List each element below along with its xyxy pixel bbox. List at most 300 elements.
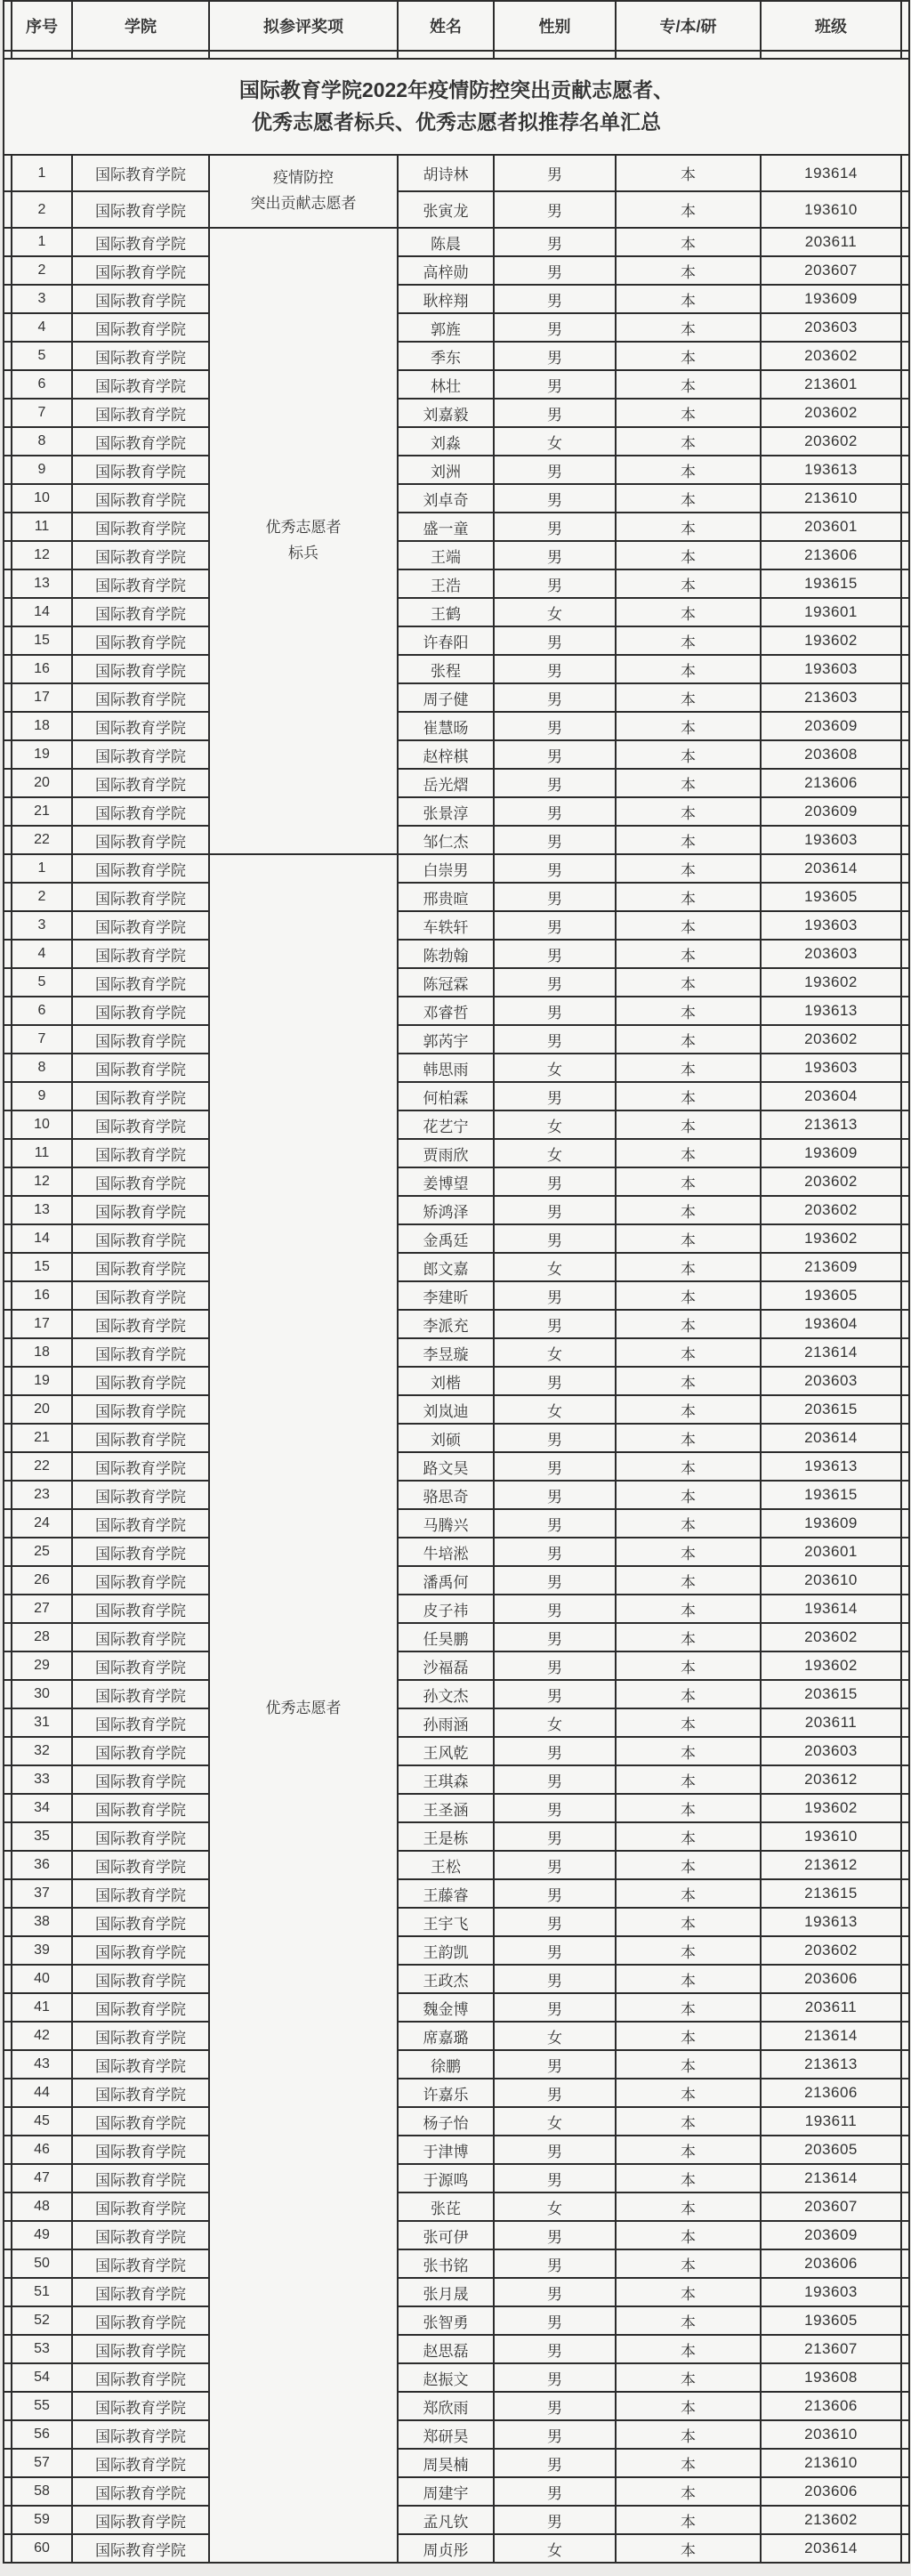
edge-cell-right xyxy=(901,940,909,968)
class-cell: 203614 xyxy=(761,854,901,883)
level-cell: 本 xyxy=(616,1253,761,1281)
gender-cell: 男 xyxy=(494,2079,616,2107)
college-cell: 国际教育学院 xyxy=(72,797,209,826)
level-cell: 本 xyxy=(616,456,761,484)
table-row xyxy=(4,313,909,342)
gender-cell: 男 xyxy=(494,712,616,740)
level-cell: 本 xyxy=(616,1025,761,1054)
class-cell: 203603 xyxy=(761,1367,901,1395)
gender-cell: 男 xyxy=(494,1281,616,1310)
level-cell: 本 xyxy=(616,854,761,883)
table-row xyxy=(4,740,909,769)
serial-cell: 18 xyxy=(12,712,72,740)
table-row xyxy=(4,342,909,370)
class-cell: 193605 xyxy=(761,883,901,911)
name-cell: 周昊楠 xyxy=(398,2449,494,2477)
edge-cell-right xyxy=(901,2192,909,2221)
edge-cell-left xyxy=(4,427,12,456)
table-body xyxy=(4,155,909,2563)
serial-cell: 40 xyxy=(12,1965,72,1993)
level-cell: 本 xyxy=(616,1310,761,1338)
class-cell: 203609 xyxy=(761,2221,901,2249)
table-row xyxy=(4,1765,909,1794)
college-cell: 国际教育学院 xyxy=(72,2022,209,2050)
edge-cell-right xyxy=(901,826,909,854)
edge-cell-left xyxy=(4,2420,12,2449)
name-cell: 刘洲 xyxy=(398,456,494,484)
class-cell: 203609 xyxy=(761,712,901,740)
level-cell: 本 xyxy=(616,513,761,541)
class-cell: 203602 xyxy=(761,399,901,427)
edge-cell-left xyxy=(4,2107,12,2136)
edge-cell-right xyxy=(901,1851,909,1879)
edge-cell-left xyxy=(4,370,12,399)
name-cell: 郑欣雨 xyxy=(398,2392,494,2420)
serial-cell: 37 xyxy=(12,1879,72,1908)
class-cell: 203606 xyxy=(761,2477,901,2506)
edge-cell-left xyxy=(4,1623,12,1651)
table-row xyxy=(4,1708,909,1737)
college-cell: 国际教育学院 xyxy=(72,484,209,513)
edge-cell-right xyxy=(901,2221,909,2249)
edge-cell-right xyxy=(901,2335,909,2363)
edge-cell-right xyxy=(901,1253,909,1281)
edge-cell-left xyxy=(4,569,12,598)
college-cell: 国际教育学院 xyxy=(72,2221,209,2249)
name-cell: 刘淼 xyxy=(398,427,494,456)
college-cell: 国际教育学院 xyxy=(72,399,209,427)
edge-cell-right xyxy=(901,1310,909,1338)
table-row xyxy=(4,541,909,569)
class-cell: 193602 xyxy=(761,968,901,997)
edge-cell-right xyxy=(901,997,909,1025)
level-cell: 本 xyxy=(616,769,761,797)
gender-cell: 男 xyxy=(494,2164,616,2192)
name-cell: 耿梓翔 xyxy=(398,285,494,313)
college-cell: 国际教育学院 xyxy=(72,1481,209,1509)
cutoff-cell xyxy=(761,51,901,59)
level-cell: 本 xyxy=(616,1936,761,1965)
level-cell: 本 xyxy=(616,569,761,598)
table-row xyxy=(4,1395,909,1424)
class-cell: 193603 xyxy=(761,826,901,854)
edge-cell-right xyxy=(901,1167,909,1196)
edge-cell-left xyxy=(4,883,12,911)
class-cell: 193613 xyxy=(761,997,901,1025)
edge-cell-left xyxy=(4,797,12,826)
table-row xyxy=(4,2164,909,2192)
name-cell: 王风乾 xyxy=(398,1737,494,1765)
college-cell: 国际教育学院 xyxy=(72,2506,209,2534)
header-row xyxy=(4,1,909,51)
table-header xyxy=(4,1,909,51)
level-cell: 本 xyxy=(616,342,761,370)
gender-cell: 男 xyxy=(494,2392,616,2420)
college-cell: 国际教育学院 xyxy=(72,2164,209,2192)
edge-cell-right xyxy=(901,2392,909,2420)
serial-cell: 60 xyxy=(12,2534,72,2563)
class-cell: 193609 xyxy=(761,1139,901,1167)
level-cell: 本 xyxy=(616,797,761,826)
edge-cell-left xyxy=(4,1139,12,1167)
serial-cell: 1 xyxy=(12,155,72,191)
college-cell: 国际教育学院 xyxy=(72,2278,209,2306)
level-cell: 本 xyxy=(616,1680,761,1708)
table-row xyxy=(4,1936,909,1965)
name-cell: 胡诗林 xyxy=(398,155,494,191)
college-cell: 国际教育学院 xyxy=(72,2420,209,2449)
table-row xyxy=(4,940,909,968)
table-row xyxy=(4,1851,909,1879)
serial-cell: 6 xyxy=(12,997,72,1025)
edge-cell-right xyxy=(901,399,909,427)
gender-cell: 男 xyxy=(494,2221,616,2249)
cutoff-cell xyxy=(494,51,616,59)
class-cell: 203614 xyxy=(761,1424,901,1452)
table-row xyxy=(4,1281,909,1310)
class-cell: 193604 xyxy=(761,1310,901,1338)
edge-cell-right xyxy=(901,2506,909,2534)
header-name: 姓名 xyxy=(398,1,494,51)
edge-cell-right xyxy=(901,342,909,370)
edge-cell-left xyxy=(4,1851,12,1879)
class-cell: 203602 xyxy=(761,1025,901,1054)
college-cell: 国际教育学院 xyxy=(72,370,209,399)
serial-cell: 14 xyxy=(12,598,72,626)
class-cell: 203614 xyxy=(761,2534,901,2563)
table-row xyxy=(4,1993,909,2022)
edge-cell-right xyxy=(901,1936,909,1965)
edge-cell-right xyxy=(901,2079,909,2107)
table-row xyxy=(4,2392,909,2420)
college-cell: 国际教育学院 xyxy=(72,1310,209,1338)
level-cell: 本 xyxy=(616,1708,761,1737)
name-cell: 崔慧旸 xyxy=(398,712,494,740)
edge-cell-right xyxy=(901,191,909,228)
edge-cell-right xyxy=(901,797,909,826)
gender-cell: 男 xyxy=(494,2050,616,2079)
serial-cell: 42 xyxy=(12,2022,72,2050)
cutoff-cell xyxy=(398,51,494,59)
class-cell: 193614 xyxy=(761,1595,901,1623)
table-row xyxy=(4,191,909,228)
cutoff-cell xyxy=(4,51,12,59)
level-cell: 本 xyxy=(616,313,761,342)
name-cell: 李派充 xyxy=(398,1310,494,1338)
gender-cell: 女 xyxy=(494,1338,616,1367)
college-cell: 国际教育学院 xyxy=(72,1054,209,1082)
class-cell: 193603 xyxy=(761,2278,901,2306)
edge-cell-right xyxy=(901,1680,909,1708)
name-cell: 王宇飞 xyxy=(398,1908,494,1936)
college-cell: 国际教育学院 xyxy=(72,342,209,370)
class-cell: 193601 xyxy=(761,598,901,626)
table-row xyxy=(4,1310,909,1338)
college-cell: 国际教育学院 xyxy=(72,1737,209,1765)
level-cell: 本 xyxy=(616,370,761,399)
edge-cell-left xyxy=(4,1908,12,1936)
college-cell: 国际教育学院 xyxy=(72,2107,209,2136)
class-cell: 203606 xyxy=(761,2249,901,2278)
cutoff-cell xyxy=(616,51,761,59)
serial-cell: 7 xyxy=(12,399,72,427)
name-cell: 盛一童 xyxy=(398,513,494,541)
level-cell: 本 xyxy=(616,228,761,256)
serial-cell: 34 xyxy=(12,1794,72,1822)
serial-cell: 5 xyxy=(12,342,72,370)
edge-cell-right xyxy=(901,1224,909,1253)
edge-cell-left xyxy=(4,2050,12,2079)
college-cell: 国际教育学院 xyxy=(72,683,209,712)
name-cell: 刘卓奇 xyxy=(398,484,494,513)
class-cell: 213613 xyxy=(761,1110,901,1139)
name-cell: 魏金博 xyxy=(398,1993,494,2022)
class-cell: 213614 xyxy=(761,2164,901,2192)
class-cell: 193615 xyxy=(761,569,901,598)
name-cell: 张智勇 xyxy=(398,2306,494,2335)
level-cell: 本 xyxy=(616,626,761,655)
college-cell: 国际教育学院 xyxy=(72,1936,209,1965)
class-cell: 213606 xyxy=(761,2392,901,2420)
name-cell: 陈晨 xyxy=(398,228,494,256)
edge-cell-left xyxy=(4,1509,12,1538)
serial-cell: 50 xyxy=(12,2249,72,2278)
edge-cell-left xyxy=(4,1196,12,1224)
name-cell: 许春阳 xyxy=(398,626,494,655)
class-cell: 193613 xyxy=(761,456,901,484)
class-cell: 203615 xyxy=(761,1395,901,1424)
serial-cell: 55 xyxy=(12,2392,72,2420)
class-cell: 213614 xyxy=(761,2022,901,2050)
edge-cell-left xyxy=(4,2392,12,2420)
class-cell: 213615 xyxy=(761,1879,901,1908)
name-cell: 张寅龙 xyxy=(398,191,494,228)
level-cell: 本 xyxy=(616,1424,761,1452)
name-cell: 王是栋 xyxy=(398,1822,494,1851)
serial-cell: 58 xyxy=(12,2477,72,2506)
class-cell: 203607 xyxy=(761,2192,901,2221)
level-cell: 本 xyxy=(616,1765,761,1794)
name-cell: 路文昊 xyxy=(398,1452,494,1481)
edge-cell-left xyxy=(4,456,12,484)
edge-cell-left xyxy=(4,2221,12,2249)
table-row xyxy=(4,2449,909,2477)
table-row xyxy=(4,968,909,997)
name-cell: 花艺宁 xyxy=(398,1110,494,1139)
gender-cell: 男 xyxy=(494,1424,616,1452)
gender-cell: 女 xyxy=(494,1708,616,1737)
level-cell: 本 xyxy=(616,2221,761,2249)
name-cell: 沙福磊 xyxy=(398,1651,494,1680)
gender-cell: 男 xyxy=(494,1595,616,1623)
serial-cell: 27 xyxy=(12,1595,72,1623)
serial-cell: 59 xyxy=(12,2506,72,2534)
serial-cell: 13 xyxy=(12,569,72,598)
edge-cell-right xyxy=(901,256,909,285)
edge-cell-right xyxy=(901,626,909,655)
college-cell: 国际教育学院 xyxy=(72,2249,209,2278)
class-cell: 203602 xyxy=(761,1196,901,1224)
gender-cell: 男 xyxy=(494,2136,616,2164)
serial-cell: 52 xyxy=(12,2306,72,2335)
table-row xyxy=(4,2050,909,2079)
edge-cell-left xyxy=(4,1481,12,1509)
name-cell: 杨子怡 xyxy=(398,2107,494,2136)
college-cell: 国际教育学院 xyxy=(72,997,209,1025)
level-cell: 本 xyxy=(616,1651,761,1680)
gender-cell: 男 xyxy=(494,541,616,569)
college-cell: 国际教育学院 xyxy=(72,1281,209,1310)
class-cell: 193609 xyxy=(761,1509,901,1538)
college-cell: 国际教育学院 xyxy=(72,1224,209,1253)
name-cell: 王浩 xyxy=(398,569,494,598)
edge-cell-right xyxy=(901,228,909,256)
serial-cell: 53 xyxy=(12,2335,72,2363)
gender-cell: 男 xyxy=(494,1623,616,1651)
serial-cell: 16 xyxy=(12,655,72,683)
level-cell: 本 xyxy=(616,2392,761,2420)
gender-cell: 男 xyxy=(494,456,616,484)
name-cell: 潘禹何 xyxy=(398,1566,494,1595)
edge-cell-right xyxy=(901,569,909,598)
class-cell: 193609 xyxy=(761,285,901,313)
edge-cell-right xyxy=(901,1054,909,1082)
college-cell: 国际教育学院 xyxy=(72,940,209,968)
serial-cell: 19 xyxy=(12,1367,72,1395)
table-row xyxy=(4,1367,909,1395)
cutoff-cell xyxy=(901,51,909,59)
edge-cell-right xyxy=(901,1139,909,1167)
edge-cell-left xyxy=(4,1310,12,1338)
edge-cell-right xyxy=(901,2477,909,2506)
edge-cell-right xyxy=(901,1708,909,1737)
header-edge-left xyxy=(4,1,12,51)
edge-cell-left xyxy=(4,2477,12,2506)
serial-cell: 23 xyxy=(12,1481,72,1509)
level-cell: 本 xyxy=(616,1794,761,1822)
level-cell: 本 xyxy=(616,1110,761,1139)
gender-cell: 男 xyxy=(494,1082,616,1110)
edge-cell-left xyxy=(4,1651,12,1680)
class-cell: 203603 xyxy=(761,1737,901,1765)
edge-cell-left xyxy=(4,1879,12,1908)
serial-cell: 2 xyxy=(12,191,72,228)
name-cell: 韩思雨 xyxy=(398,1054,494,1082)
gender-cell: 男 xyxy=(494,797,616,826)
name-cell: 王政杰 xyxy=(398,1965,494,1993)
level-cell: 本 xyxy=(616,997,761,1025)
level-cell: 本 xyxy=(616,1481,761,1509)
award-label-line: 优秀志愿者 xyxy=(265,1699,342,1716)
gender-cell: 男 xyxy=(494,1737,616,1765)
edge-cell-left xyxy=(4,2079,12,2107)
edge-cell-right xyxy=(901,427,909,456)
name-cell: 郭芮宇 xyxy=(398,1025,494,1054)
table-row xyxy=(4,1167,909,1196)
gender-cell: 男 xyxy=(494,1538,616,1566)
class-cell: 203602 xyxy=(761,1623,901,1651)
college-cell: 国际教育学院 xyxy=(72,1167,209,1196)
edge-cell-right xyxy=(901,1651,909,1680)
serial-cell: 35 xyxy=(12,1822,72,1851)
class-cell: 203602 xyxy=(761,427,901,456)
name-cell: 陈勃翰 xyxy=(398,940,494,968)
edge-cell-right xyxy=(901,1538,909,1566)
name-cell: 皮子祎 xyxy=(398,1595,494,1623)
level-cell: 本 xyxy=(616,2363,761,2392)
name-cell: 王松 xyxy=(398,1851,494,1879)
edge-cell-right xyxy=(901,1965,909,1993)
serial-cell: 11 xyxy=(12,513,72,541)
gender-cell: 男 xyxy=(494,854,616,883)
table-row xyxy=(4,2420,909,2449)
serial-cell: 18 xyxy=(12,1338,72,1367)
name-cell: 赵梓棋 xyxy=(398,740,494,769)
level-cell: 本 xyxy=(616,1338,761,1367)
college-cell: 国际教育学院 xyxy=(72,598,209,626)
class-cell: 203602 xyxy=(761,1167,901,1196)
name-cell: 郎文嘉 xyxy=(398,1253,494,1281)
table-row xyxy=(4,797,909,826)
class-cell: 203601 xyxy=(761,513,901,541)
edge-cell-right xyxy=(901,1595,909,1623)
serial-cell: 21 xyxy=(12,1424,72,1452)
college-cell: 国际教育学院 xyxy=(72,911,209,940)
level-cell: 本 xyxy=(616,1595,761,1623)
class-cell: 203610 xyxy=(761,1566,901,1595)
college-cell: 国际教育学院 xyxy=(72,513,209,541)
edge-cell-right xyxy=(901,285,909,313)
gender-cell: 男 xyxy=(494,1822,616,1851)
class-cell: 203615 xyxy=(761,1680,901,1708)
gender-cell: 男 xyxy=(494,1936,616,1965)
table-row xyxy=(4,769,909,797)
edge-cell-left xyxy=(4,626,12,655)
table-row xyxy=(4,427,909,456)
edge-cell-left xyxy=(4,1338,12,1367)
table-row xyxy=(4,2278,909,2306)
table-row xyxy=(4,1623,909,1651)
level-cell: 本 xyxy=(616,598,761,626)
table-row xyxy=(4,1253,909,1281)
gender-cell: 男 xyxy=(494,256,616,285)
level-cell: 本 xyxy=(616,740,761,769)
college-cell: 国际教育学院 xyxy=(72,1993,209,2022)
edge-cell-left xyxy=(4,155,12,191)
table-row xyxy=(4,1737,909,1765)
edge-cell-right xyxy=(901,2050,909,2079)
edge-cell-left xyxy=(4,1253,12,1281)
edge-cell-left xyxy=(4,1082,12,1110)
level-cell: 本 xyxy=(616,1879,761,1908)
college-cell: 国际教育学院 xyxy=(72,1110,209,1139)
serial-cell: 29 xyxy=(12,1651,72,1680)
serial-cell: 28 xyxy=(12,1623,72,1651)
class-cell: 213610 xyxy=(761,2449,901,2477)
gender-cell: 男 xyxy=(494,2278,616,2306)
table-row xyxy=(4,1538,909,1566)
serial-cell: 30 xyxy=(12,1680,72,1708)
table-row xyxy=(4,399,909,427)
level-cell: 本 xyxy=(616,2449,761,2477)
class-cell: 203604 xyxy=(761,1082,901,1110)
table-row xyxy=(4,1509,909,1538)
class-cell: 203611 xyxy=(761,228,901,256)
college-cell: 国际教育学院 xyxy=(72,2534,209,2563)
serial-cell: 4 xyxy=(12,313,72,342)
serial-cell: 17 xyxy=(12,683,72,712)
edge-cell-left xyxy=(4,1025,12,1054)
